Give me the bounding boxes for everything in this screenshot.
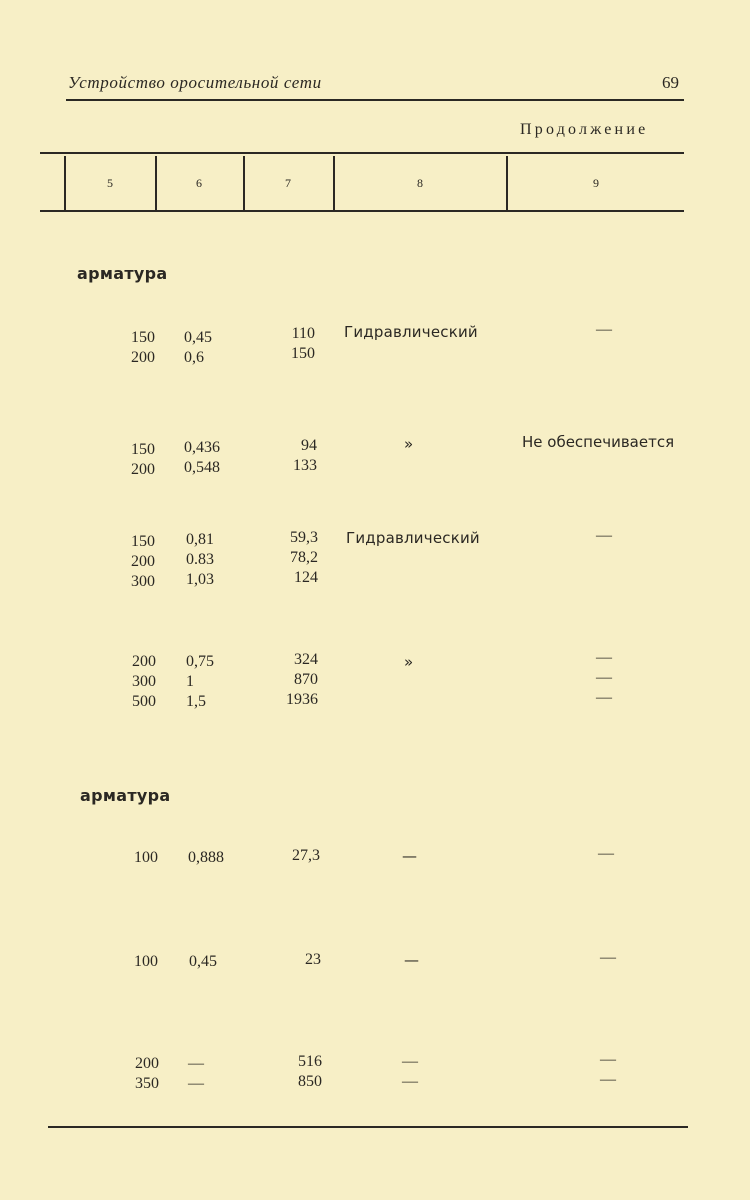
cell-value: — [596, 669, 612, 686]
table-cell-col7 [262, 1052, 322, 1092]
cell-value: 300 [132, 673, 156, 690]
table-cell-col6 [184, 438, 220, 478]
column-divider [506, 156, 508, 210]
table-cell-col5 [95, 328, 155, 368]
column-divider [333, 156, 335, 210]
header-rule [66, 99, 684, 101]
column-divider [155, 156, 157, 210]
cell-value: — [188, 1055, 204, 1072]
cell-value: 150 [131, 441, 155, 458]
cell-value: 0.83 [186, 551, 214, 568]
cell-value: — [402, 1073, 418, 1090]
table-cell-col9 [514, 526, 694, 546]
continuation-label: Продолжение [520, 121, 649, 138]
cell-value: 150 [131, 329, 155, 346]
cell-value: 133 [293, 457, 317, 474]
table-cell-col5 [96, 652, 156, 712]
cell-value: 1936 [286, 691, 318, 708]
cell-value: 500 [132, 693, 156, 710]
table-cell-col8: Гидравлический [346, 529, 480, 547]
table-cell-col7 [258, 650, 318, 710]
table-cell-col6 [184, 328, 212, 368]
cell-value: 0,548 [184, 459, 220, 476]
column-header-5: 5 [107, 176, 113, 190]
running-header-title: Устройство оросительной сети [68, 73, 322, 92]
cell-value: 1,03 [186, 571, 214, 588]
cell-value: — [596, 689, 612, 706]
cell-value: — [600, 949, 616, 966]
table-cell-col8: — [404, 951, 420, 969]
cell-value: — [596, 321, 612, 338]
cell-value: 0,436 [184, 439, 220, 456]
cell-value: 150 [291, 345, 315, 362]
cell-value: 59,3 [290, 529, 318, 546]
cell-value: 850 [298, 1073, 322, 1090]
column-divider [64, 156, 66, 210]
table-cell-col8 [402, 1052, 418, 1092]
section-label: арматура [80, 786, 171, 805]
table-bottom-rule [48, 1126, 688, 1128]
cell-value: — [188, 1075, 204, 1092]
cell-value: 0,45 [184, 329, 212, 346]
table-cell-col9 [518, 948, 698, 968]
table-cell-col7 [261, 950, 321, 970]
cell-value: 0,6 [184, 349, 204, 366]
table-cell-col5 [98, 848, 158, 868]
cell-value: 0,45 [189, 953, 217, 970]
cell-value: 0,81 [186, 531, 214, 548]
cell-value: — [596, 527, 612, 544]
table-cell-col8: » [404, 435, 414, 453]
column-header-9: 9 [593, 176, 599, 190]
cell-value: 124 [294, 569, 318, 586]
table-cell-col7 [258, 528, 318, 588]
cell-value: 78,2 [290, 549, 318, 566]
cell-value: 0,75 [186, 653, 214, 670]
cell-value: 0,888 [188, 849, 224, 866]
cell-value: 200 [131, 349, 155, 366]
cell-value: 200 [131, 553, 155, 570]
cell-value: 200 [132, 653, 156, 670]
table-cell-col7 [260, 846, 320, 866]
cell-value: 516 [298, 1053, 322, 1070]
cell-value: 150 [131, 533, 155, 550]
table-cell-col9 [514, 320, 694, 340]
cell-value: 110 [291, 325, 315, 342]
table-cell-col9 [516, 844, 696, 864]
table-cell-col7 [255, 324, 315, 364]
table-cell-col5 [98, 952, 158, 972]
cell-value: — [596, 649, 612, 666]
page-number: 69 [662, 73, 679, 92]
table-cell-col5 [95, 532, 155, 592]
table-cell-col6 [186, 652, 214, 712]
table-cell-col5 [99, 1054, 159, 1094]
cell-value: 200 [135, 1055, 159, 1072]
table-header-bottom-rule [40, 210, 684, 212]
cell-value: 870 [294, 671, 318, 688]
section-label: арматура [77, 264, 168, 283]
cell-value: 300 [131, 573, 155, 590]
cell-value: 324 [294, 651, 318, 668]
cell-value: — [598, 845, 614, 862]
cell-value: — [402, 1053, 418, 1070]
table-cell-col8: » [404, 653, 414, 671]
table-cell-col7 [257, 436, 317, 476]
cell-value: 100 [134, 849, 158, 866]
table-cell-col5 [95, 440, 155, 480]
cell-value: — [600, 1071, 616, 1088]
column-header-8: 8 [417, 176, 423, 190]
table-cell-col6 [188, 1054, 204, 1094]
table-cell-col8: Гидравлический [344, 323, 478, 341]
cell-value: — [600, 1051, 616, 1068]
cell-value: 350 [135, 1075, 159, 1092]
table-cell-col9 [518, 1050, 698, 1090]
table-cell-col9 [514, 648, 694, 708]
column-divider [243, 156, 245, 210]
table-cell-col8: — [402, 847, 418, 865]
cell-value: 200 [131, 461, 155, 478]
cell-value: 27,3 [292, 847, 320, 864]
column-header-6: 6 [196, 176, 202, 190]
cell-value: 94 [301, 437, 317, 454]
column-header-7: 7 [285, 176, 291, 190]
cell-value: 1,5 [186, 693, 206, 710]
table-top-rule [40, 152, 684, 154]
table-cell-col6 [186, 530, 214, 590]
cell-value: 100 [134, 953, 158, 970]
table-cell-col9 [522, 432, 674, 452]
table-cell-col6 [189, 952, 217, 972]
table-cell-col6 [188, 848, 224, 868]
cell-value: Не обеспечивается [522, 433, 675, 451]
cell-value: 23 [305, 951, 321, 968]
cell-value: 1 [186, 673, 194, 690]
